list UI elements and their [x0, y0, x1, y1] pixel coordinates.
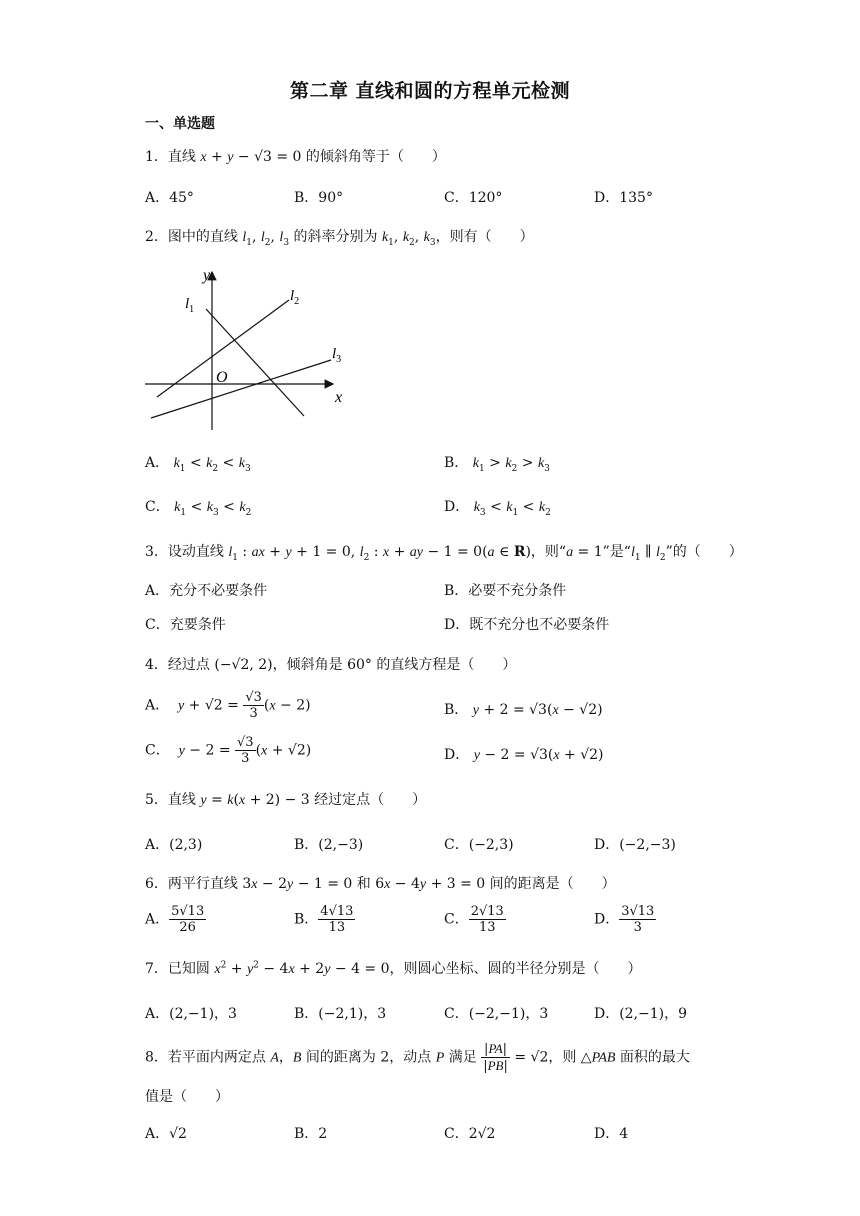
- l3-label: $l_3$: [332, 346, 342, 365]
- q3-option-b[interactable]: B．必要不充分条件: [444, 583, 567, 599]
- q8-option-a[interactable]: A．√2: [145, 1126, 187, 1142]
- question-6-stem: 6．两平行直线 3x − 2y − 1 = 0 和 6x − 4y + 3 = 0 间的距离是（ ）: [145, 876, 616, 892]
- question-7-stem: 7．已知圆 $x^2 + y^2 - 4x + 2y - 4 = 0$，则圆心坐标、圆的半径分别是（ ）: [145, 960, 642, 977]
- q7-option-a[interactable]: A．(2,−1)，3: [145, 1006, 237, 1022]
- x-axis-label: x: [335, 389, 343, 406]
- q2-option-b[interactable]: B． $k_1 > k_2 > k_3$: [444, 455, 550, 474]
- q6-option-d[interactable]: D． $\frac{3√13}{3}$: [594, 904, 655, 935]
- q1-option-c[interactable]: C．120°: [444, 190, 503, 206]
- question-4-stem: 4．经过点 (−√2, 2)，倾斜角是 60° 的直线方程是（ ）: [145, 657, 517, 673]
- q6-option-c[interactable]: C． $\frac{2√13}{13}$: [444, 904, 504, 935]
- q7-option-d[interactable]: D．(2,−1)，9: [594, 1006, 688, 1022]
- question-2-stem: 2．图中的直线 $l_1$, $l_2$, $l_3$ 的斜率分别为 $k_1$, $k_2$, $k_3$，则有（ ）: [145, 229, 534, 248]
- question-5-stem: 5．直线 y = k(x + 2) − 3 经过定点（ ）: [145, 792, 427, 808]
- q1-option-b[interactable]: B．90°: [294, 190, 344, 206]
- section-heading: 一、单选题: [145, 116, 215, 132]
- q4-option-a[interactable]: A． y + √2 = $\frac{√3}{3}$ (x − 2): [145, 690, 311, 721]
- q3-option-a[interactable]: A．充分不必要条件: [145, 583, 268, 599]
- q8-option-b[interactable]: B．2: [294, 1126, 328, 1142]
- q3-option-c[interactable]: C．充要条件: [145, 617, 226, 633]
- q8-option-c[interactable]: C．2√2: [444, 1126, 496, 1142]
- q7-option-b[interactable]: B．(−2,1)，3: [294, 1006, 387, 1022]
- question-3-stem: 3．设动直线 $l_1$ : ax + y + 1 = 0, $l_2$ : x + ay − 1 = 0(a ∈ R)，则“a = 1”是“$l_1$ ∥ $l_2$”的（ ）: [145, 544, 743, 563]
- q3-option-d[interactable]: D．既不充分也不必要条件: [444, 617, 610, 633]
- q8-option-d[interactable]: D．4: [594, 1126, 629, 1142]
- question-8-stem-cont: 值是（ ）: [145, 1089, 229, 1105]
- q5-option-b[interactable]: B．(2,−3): [294, 837, 364, 853]
- q7-option-c[interactable]: C．(−2,−1)，3: [444, 1006, 549, 1022]
- q1-option-a[interactable]: A．45°: [145, 190, 194, 206]
- line-l3: [151, 360, 331, 418]
- l2-label: $l_2$: [290, 288, 300, 307]
- l1-label: $l_1$: [185, 296, 195, 315]
- question-8-stem: 8．若平面内两定点 A，B 间的距离为 2，动点 P 满足 $\frac{|PA|}{|PB|}$ = √2，则 △PAB 面积的最大: [145, 1041, 690, 1074]
- question-1-stem: 1．直线 x + y − √3 = 0 的倾斜角等于（ ）: [145, 149, 446, 165]
- q5-option-d[interactable]: D．(−2,−3): [594, 837, 676, 853]
- lines-figure: [145, 262, 360, 432]
- q5-option-c[interactable]: C．(−2,3): [444, 837, 514, 853]
- q4-option-d[interactable]: D． y − 2 = √3(x + √2): [444, 747, 604, 763]
- q2-option-a[interactable]: A． $k_1 < k_2 < k_3$: [145, 455, 251, 474]
- q2-option-d[interactable]: D． $k_3 < k_1 < k_2$: [444, 499, 551, 518]
- y-axis-label: y: [203, 267, 211, 284]
- q5-option-a[interactable]: A．(2,3): [145, 837, 203, 853]
- q6-option-a[interactable]: A． $\frac{5√13}{26}$: [145, 904, 205, 935]
- origin-label: O: [216, 369, 228, 386]
- q4-option-b[interactable]: B． y + 2 = √3(x − √2): [444, 702, 603, 718]
- q4-option-c[interactable]: C． y − 2 = $\frac{√3}{3}$ (x + √2): [145, 735, 312, 766]
- q2-option-c[interactable]: C． $k_1 < k_3 < k_2$: [145, 499, 252, 518]
- q6-option-b[interactable]: B． $\frac{4√13}{13}$: [294, 904, 354, 935]
- q1-option-d[interactable]: D．135°: [594, 190, 653, 206]
- page-title: 第二章 直线和圆的方程单元检测: [289, 80, 571, 102]
